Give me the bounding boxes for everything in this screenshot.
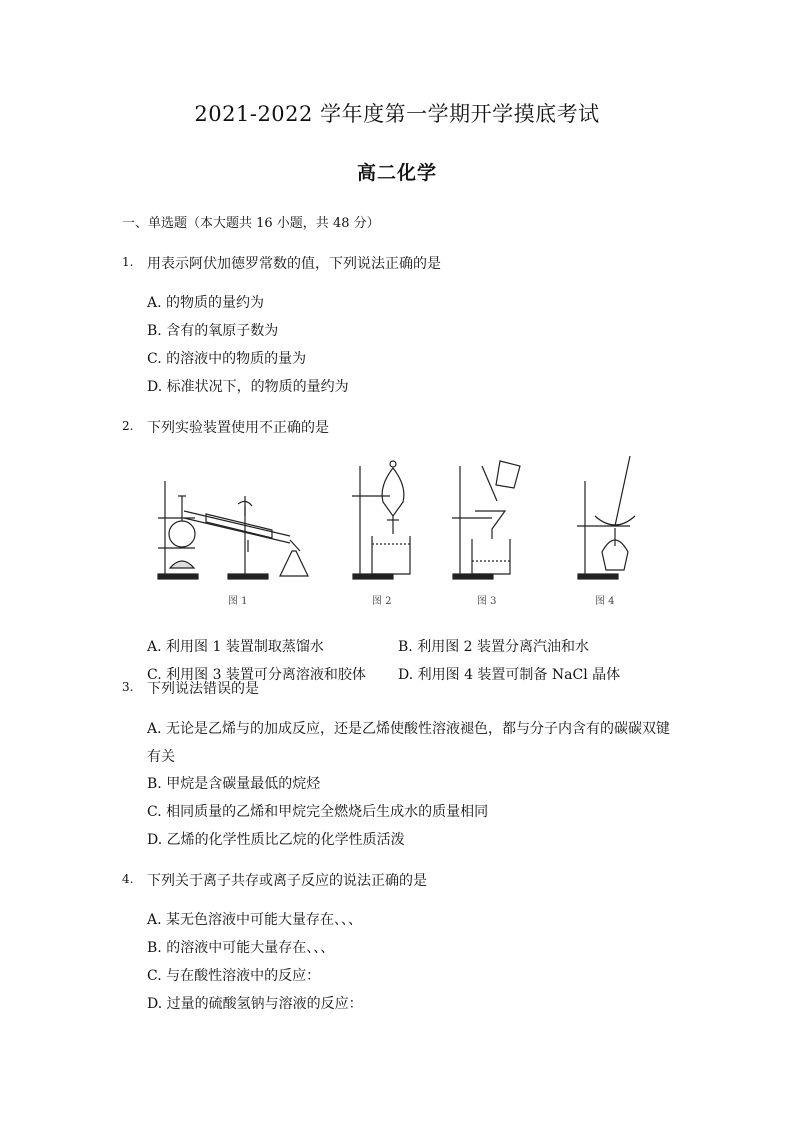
distillation-apparatus-icon [158,481,308,579]
figure-1-label: 图 1 [228,596,248,606]
exam-subtitle: 高二化学 [356,162,437,184]
apparatus-figure [150,456,650,606]
question-3-text: 下列说法错误的是 [147,681,259,697]
question-1-text: 用表示阿伏加德罗常数的值，下列说法正确的是 [147,256,441,272]
question-2-number: 2. [122,419,134,433]
question-3-option-c: C. 相同质量的乙烯和甲烷完全燃烧后生成水的质量相同 [147,804,489,820]
question-3-option-d: D. 乙烯的化学性质比乙烷的化学性质活泼 [147,832,405,848]
question-4-option-a: A. 某无色溶液中可能大量存在、、、 [147,912,363,928]
figure-4-label: 图 4 [595,596,615,606]
question-4-number: 4. [122,872,134,886]
question-3-option-a-cont: 有关 [147,749,175,765]
question-3-option-b: B. 甲烷是含碳量最低的烷烃 [147,776,321,792]
question-1-option-b: B. 含有的氧原子数为 [147,323,279,339]
question-2-option-b: B. 利用图 2 装置分离汽油和水 [398,639,589,655]
exam-title: 2021-2022 学年度第一学期开学摸底考试 [194,102,600,126]
section-heading: 一、单选题（本大题共 16 小题，共 48 分） [122,216,380,231]
figure-3-label: 图 3 [477,596,497,606]
evaporation-apparatus-icon [577,456,635,579]
question-2-option-c: C. 利用图 3 装置可分离溶液和胶体 [147,667,366,683]
question-2-option-a: A. 利用图 1 装置制取蒸馏水 [147,639,324,655]
question-2-option-d: D. 利用图 4 装置可制备 NaCl 晶体 [398,667,621,683]
separatory-funnel-icon [352,461,410,579]
filtration-apparatus-icon [452,461,520,579]
question-1-option-a: A. 的物质的量约为 [147,295,265,311]
question-1-option-c: C. 的溶液中的物质的量为 [147,351,307,367]
question-3-number: 3. [122,680,134,694]
question-4-option-b: B. 的溶液中可能大量存在、、、 [147,940,335,956]
figure-2-label: 图 2 [372,596,392,606]
question-2-text: 下列实验装置使用不正确的是 [147,420,329,436]
question-4-text: 下列关于离子共存或离子反应的说法正确的是 [147,873,427,889]
question-4-option-d: D. 过量的硫酸氢钠与溶液的反应： [147,996,363,1012]
question-4-option-c: C. 与在酸性溶液中的反应： [147,968,321,984]
question-1-option-d: D. 标准状况下，的物质的量约为 [147,379,349,395]
question-3-option-a: A. 无论是乙烯与的加成反应，还是乙烯使酸性溶液褪色，都与分子内含有的碳碳双键 [147,721,671,737]
question-1-number: 1. [122,255,134,269]
